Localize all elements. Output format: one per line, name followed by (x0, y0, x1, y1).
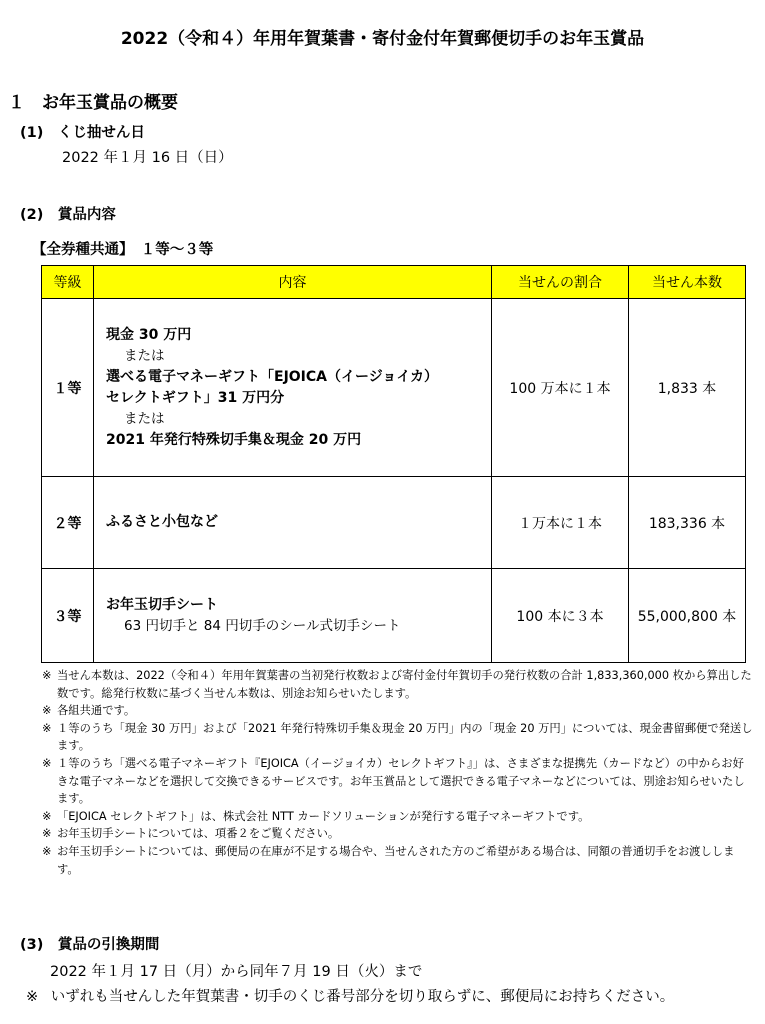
ratio-cell: １万本に１本 (492, 477, 629, 569)
prize-category-label: 【全券種共通】 １等～３等 (32, 242, 214, 258)
note-mark: ※ (42, 721, 52, 735)
content-line: または (124, 410, 165, 427)
note-text: １等のうち「現金 30 万円」および「2021 年発行特殊切手集＆現金 20 万円」内の「現金 20 万円」については、現金書留郵便で発送します。 (57, 721, 753, 753)
note-item (42, 755, 754, 808)
exchange-note-text: いずれも当せんした年賀葉書・切手のくじ番号部分を切り取らずに、郵便局にお持ちください。 (50, 989, 675, 1005)
table-header-row (42, 266, 746, 299)
note-text: １等のうち「選べる電子マネーギフト『EJOICA（イージョイカ）セレクトギフト』」は、さまざまな提携先（カードなど）の中からお好きな電子マネーなどを選択して交換できるサービスです。お年玉賞品として選択できる電子マネーなどについては、別途お知らせいたします。 (57, 756, 745, 806)
note-text: 当せん本数は、2022（令和４）年用年賀葉書の当初発行枚数および寄付金付年賀切手の発行枚数の合計 1,833,360,000 枚から算出した数です。総発行枚数に基づく当せん本数は、別途お知らせいたします。 (57, 669, 752, 700)
note-text: 各組共通です。 (57, 704, 136, 718)
ratio-cell: 100 万本に１本 (492, 299, 629, 477)
notes-list (42, 667, 754, 878)
content-cell (94, 477, 492, 569)
exchange-note-mark: ※ (26, 989, 39, 1005)
note-text: 「EJOICA セレクトギフト」は、株式会社 NTT カードソリューションが発行する電子マネーギフトです。 (57, 809, 590, 823)
content-line: 2021 年発行特殊切手集＆現金 20 万円 (106, 431, 362, 448)
draw-date-heading: (1) くじ抽せん日 (20, 125, 145, 141)
content-line: 選べる電子マネーギフト「EJOICA（イージョイカ） (106, 368, 439, 385)
content-line: お年玉切手シート (106, 596, 218, 613)
prize-contents-heading: (2) 賞品内容 (20, 207, 116, 223)
ratio-cell: 100 本に３本 (492, 569, 629, 663)
prize-table (41, 265, 746, 663)
note-mark: ※ (42, 669, 52, 682)
content-line: 現金 30 万円 (106, 326, 192, 343)
note-mark: ※ (42, 809, 52, 823)
page-title: 2022（令和４）年用年賀葉書・寄付金付年賀郵便切手のお年玉賞品 (120, 29, 645, 49)
count-cell: 55,000,800 本 (629, 569, 746, 663)
exchange-note (26, 985, 674, 1006)
content-cell (94, 299, 492, 477)
count-cell: 183,336 本 (629, 477, 746, 569)
note-text: お年玉切手シートについては、郵便局の在庫が不足する場合や、当せんされた方のご希望がある場合は、同額の普通切手をお渡しします。 (57, 844, 735, 876)
header-count: 当せん本数 (629, 266, 746, 299)
note-item (42, 720, 754, 755)
table-row (42, 569, 746, 663)
content-line: ふるさと小包など (106, 514, 218, 530)
section-1-heading: １ お年玉賞品の概要 (8, 93, 178, 113)
grade-cell: ３等 (42, 569, 94, 663)
header-content: 内容 (94, 266, 492, 299)
content-line: または (124, 347, 165, 364)
draw-date: 2022 年１月 16 日（日） (62, 150, 233, 166)
table-row (42, 477, 746, 569)
note-item (42, 667, 754, 702)
header-grade: 等級 (42, 266, 94, 299)
content-line: 63 円切手と 84 円切手のシール式切手シート (124, 617, 401, 634)
note-mark: ※ (42, 704, 52, 718)
note-item (42, 808, 754, 826)
grade-cell: １等 (42, 299, 94, 477)
header-ratio: 当せんの割合 (492, 266, 629, 299)
content-cell (94, 569, 492, 663)
note-mark: ※ (42, 844, 52, 858)
exchange-period-heading: (3) 賞品の引換期間 (20, 937, 160, 953)
note-item (42, 825, 754, 843)
content-line: セレクトギフト」31 万円分 (106, 389, 285, 406)
note-mark: ※ (42, 756, 52, 770)
exchange-period: 2022 年１月 17 日（月）から同年７月 19 日（火）まで (50, 964, 423, 980)
table-row (42, 299, 746, 477)
count-cell: 1,833 本 (629, 299, 746, 477)
note-text: お年玉切手シートについては、項番２をご覧ください。 (57, 827, 340, 841)
note-item (42, 843, 754, 878)
grade-cell: ２等 (42, 477, 94, 569)
note-item (42, 702, 754, 720)
note-mark: ※ (42, 827, 52, 841)
